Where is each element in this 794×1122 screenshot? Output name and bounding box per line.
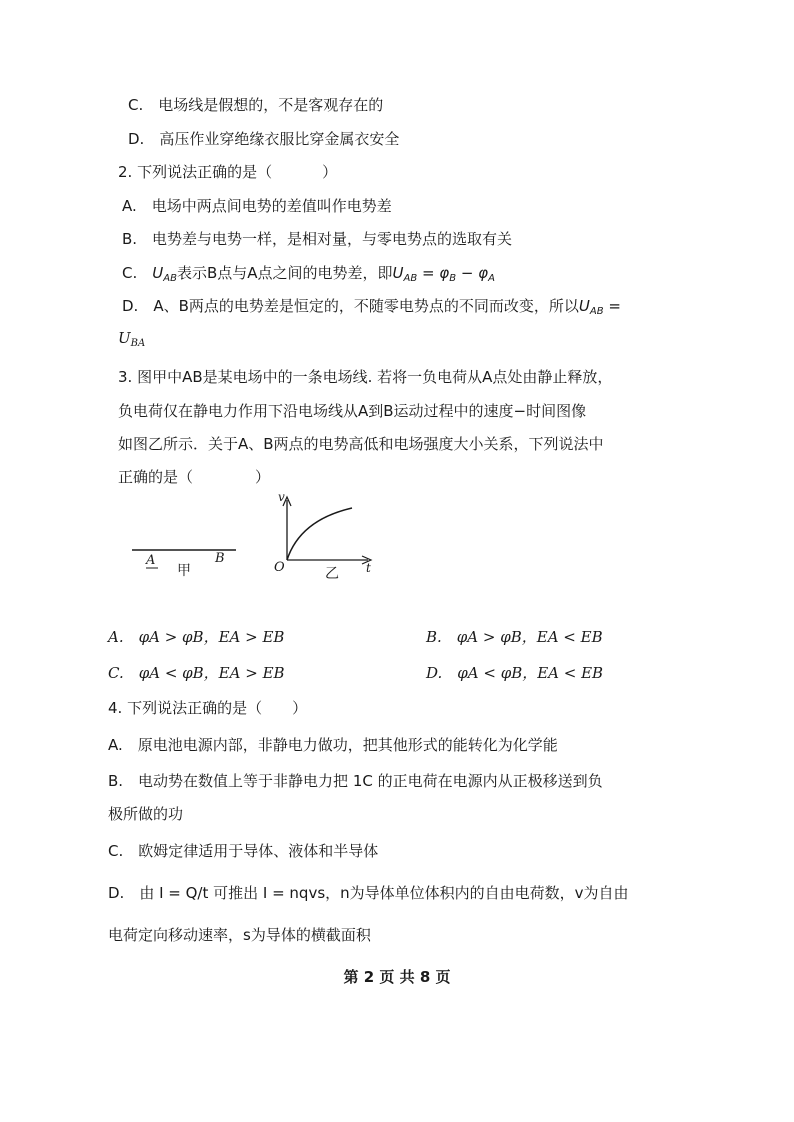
q3-option-a: A. φA > φB，EA > EB [108,628,285,646]
fig-axis-t: t [366,561,371,575]
q2-option-d-text: D. A、B两点的电势差是恒定的，不随零电势点的不同而改变，所以 [122,297,579,315]
fig-label-yi: 乙 [325,566,339,582]
q4-option-b-line2: 极所做的功 [108,805,184,823]
q2-uba-u: U [118,329,131,347]
q4-stem: 4. 下列说法正确的是（ ） [108,699,308,717]
fig-label-b: B [215,551,225,566]
q2-stem-text: 2. 下列说法正确的是（ [118,163,273,181]
q1-option-d: D. 高压作业穿绝缘衣服比穿金属衣安全 [128,130,400,148]
fig-label-a: A [146,553,156,568]
fig-label-jia: 甲 [177,563,191,579]
q2-option-b: B. 电势差与电势一样，是相对量，与零电势点的选取有关 [122,230,513,248]
q3-stem-line3: 如图乙所示．关于A、B两点的电势高低和电场强度大小关系，下列说法中 [118,435,604,453]
q2-uab-formula: $U_{AB} = \varphi_B - \varphi_A$ [392,264,495,284]
q3-stem-close: ） [255,468,271,486]
fig-axis-v: v [278,490,285,504]
q3-option-c: C. φA < φB，EA > EB [108,664,285,682]
q2-uab-symbol: $U_{AB}$ [152,264,177,284]
q2-option-d-line2: $U_{BA}$ [118,329,146,349]
q2-option-c-text: 表示B点与A点之间的电势差，即 [176,264,393,282]
q1-option-c: C. 电场线是假想的，不是客观存在的 [128,96,384,114]
q4-option-b-line1: B. 电动势在数值上等于非静电力把 1C 的正电荷在电源内从正极移送到负 [108,772,603,790]
q4-option-d-line1: D. 由 I = Q/t 可推出 I = nqvs，n为导体单位体积内的自由电荷数，v为自由 [108,884,629,902]
q3-stem-line2: 负电荷仅在静电力作用下沿电场线从A到B运动过程中的速度−时间图像 [118,402,587,420]
q2-option-c-prefix: C. [122,264,153,282]
q4-option-d-line2: 电荷定向移动速率，s为导体的横截面积 [108,926,371,944]
q2-uab-eq: $U_{AB}$ = [578,297,621,317]
q4-option-a: A. 原电池电源内部，非静电力做功，把其他形式的能转化为化学能 [108,736,558,754]
page-footer: 第 2 页 共 8 页 [343,968,451,986]
fig-origin: O [274,560,285,575]
vt-curve [287,508,352,560]
q4-option-c: C. 欧姆定律适用于导体、液体和半导体 [108,842,379,860]
q3-option-d: D. φA < φB，EA < EB [426,664,604,682]
q3-stem-line4-text: 正确的是（ [118,468,194,486]
q2-option-a: A. 电场中两点间电势的差值叫作电势差 [122,197,392,215]
q3-option-b: B. φA > φB，EA < EB [426,628,603,646]
q2-stem-close: ） [322,163,338,181]
q3-stem-line1: 3. 图甲中AB是某电场中的一条电场线. 若将一负电荷从A点处由静止释放， [118,368,613,386]
